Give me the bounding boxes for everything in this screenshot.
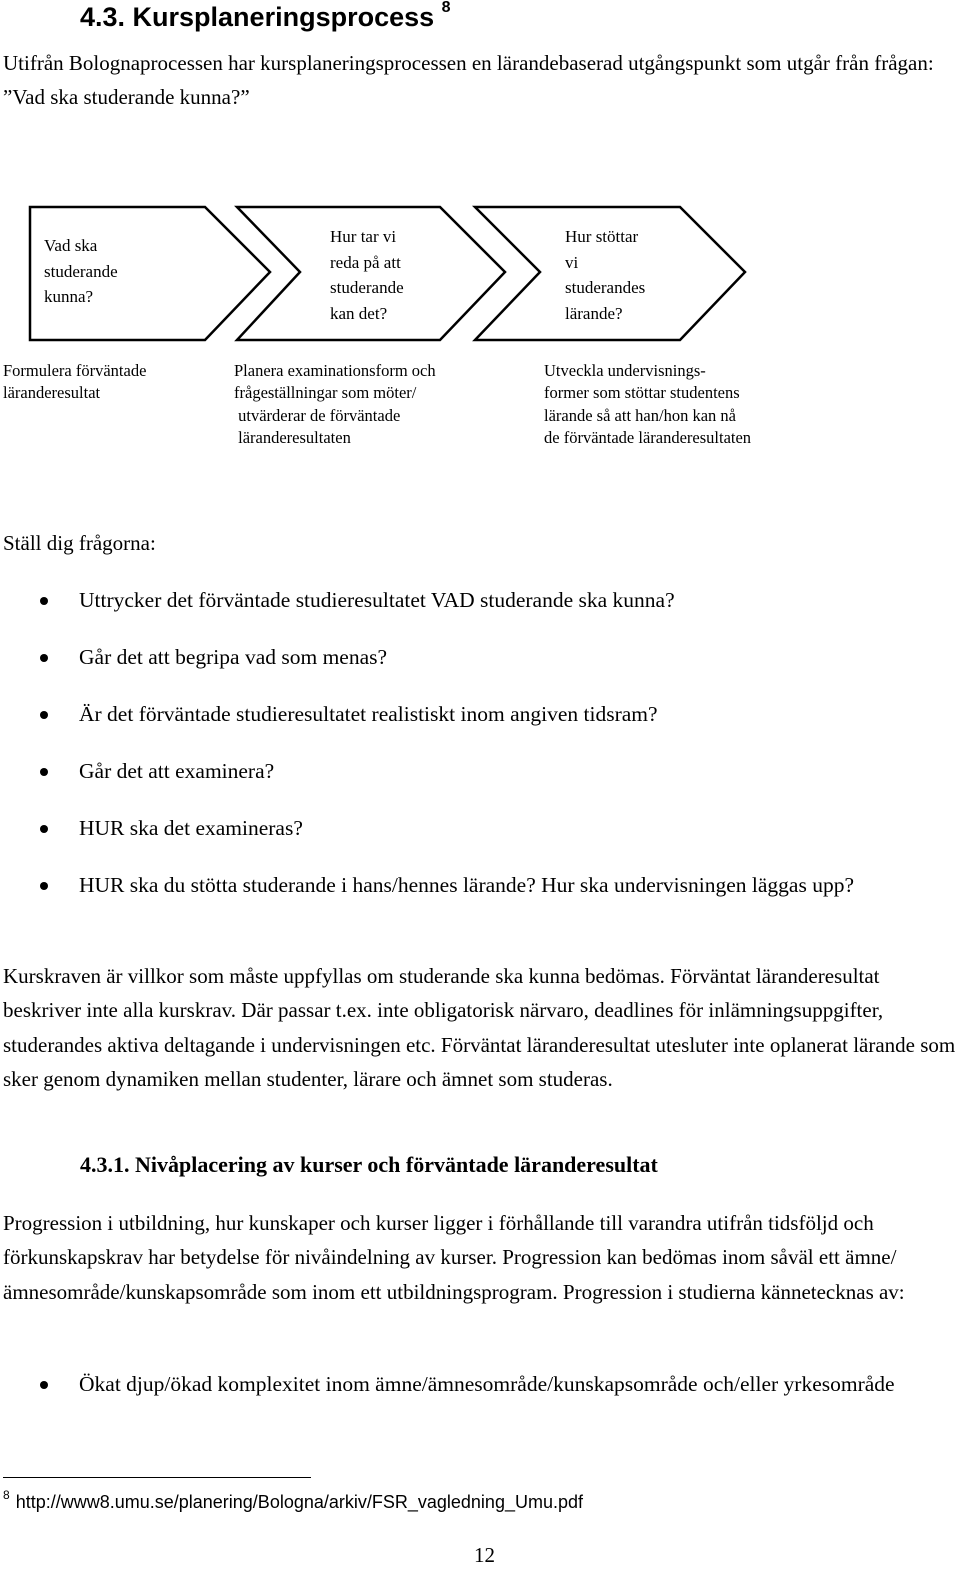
footnote-number: 8 (3, 1488, 10, 1502)
step-2-description-line: frågeställningar som möter/ (234, 383, 417, 403)
list-item (0, 754, 958, 789)
step-1-description-line: Formulera förväntade (3, 361, 147, 380)
step-3-description-line: lärande så att han/hon kan nå (544, 405, 736, 425)
step-2-question-line: kan det? (330, 303, 388, 323)
list-item-text: Går det att examinera? (79, 759, 275, 783)
list-item (0, 1367, 939, 1402)
step-2-description-line: Planera examinationsform och (234, 361, 436, 380)
bullet-icon (40, 1381, 48, 1389)
step-3-question-line: vi (565, 252, 579, 272)
bullet-icon (40, 711, 48, 719)
footnote (3, 1490, 583, 1513)
footnote-reference: 8 (441, 0, 451, 16)
intro-paragraph: Utifrån Bolognaprocessen har kursplaneringsprocessen en lärandebaserad utgångspunkt som utgår från frågan: ”Vad ska studerande kunna?” (3, 51, 934, 110)
step-3-question (565, 224, 645, 326)
list-item-text: Går det att begripa vad som menas? (79, 645, 388, 669)
list-item-text: Uttrycker det förväntade studieresultatet VAD studerande ska kunna? (79, 588, 675, 612)
process-arrows (0, 200, 960, 350)
list-item-text: Är det förväntade studieresultatet realistiskt inom angiven tidsram? (79, 702, 658, 726)
step-1-question-line: studerande (44, 261, 118, 281)
progression-list (0, 1367, 958, 1402)
page-number: 12 (474, 1543, 495, 1567)
step-2-question-line: studerande (330, 278, 404, 297)
step-3-question-line: Hur stöttar (565, 227, 639, 246)
step-1-question-line: Vad ska (44, 236, 98, 255)
bullet-icon (40, 597, 48, 605)
step-3-description-line: Utveckla undervisnings- (544, 361, 706, 380)
bullet-icon (40, 654, 48, 662)
list-item-text: Ökat djup/ökad komplexitet inom ämne/ämnesområde/kunskapsområde och/eller yrkesområde (79, 1372, 895, 1396)
progression-paragraph: Progression i utbildning, hur kunskaper och kurser ligger i förhållande till varandra utifrån tidsföljd och förkunskapskrav har betydelse för nivåindelning av kurser. Progression kan bedömas inom såväl ett ämne/ämnesområde/kunskapsområde som inom ett utbildningsprogram. Progression i studierna kännetecknas av: (3, 1211, 905, 1304)
step-3-description-line: former som stöttar studentens (544, 383, 740, 403)
step-2-question-line: Hur tar vi (330, 227, 397, 246)
footnote-separator (3, 1477, 311, 1478)
step-2-question-line: reda på att (330, 252, 401, 272)
section-heading-text: 4.3. Kursplaneringsprocess (80, 2, 435, 32)
bullet-icon (40, 768, 48, 776)
list-item (0, 868, 959, 903)
step-2-description-line: läranderesultaten (234, 427, 351, 447)
list-item-text: HUR ska det examineras? (79, 816, 303, 840)
step-2-description (234, 360, 436, 449)
step-1-description-line: läranderesultat (3, 383, 101, 403)
step-2-question (330, 224, 404, 326)
step-3-description-line: de förväntade läranderesultaten (544, 427, 752, 447)
section-heading (80, 2, 451, 33)
list-item (0, 583, 958, 618)
list-item (0, 811, 958, 846)
subsection-heading: 4.3.1. Nivåplacering av kurser och förväntade läranderesultat (80, 1152, 658, 1177)
step-1-question (44, 233, 118, 310)
step-3-question-line: studerandes (565, 278, 646, 297)
step-1-description (3, 360, 146, 405)
questions-intro: Ställ dig frågorna: (3, 531, 156, 555)
footnote-text: http://www8.umu.se/planering/Bologna/arkiv/FSR_vagledning_Umu.pdf (15, 1492, 583, 1512)
step-2-description-line: utvärderar de förväntade (234, 405, 401, 425)
bullet-icon (40, 825, 48, 833)
step-3-description (544, 360, 751, 449)
list-item (0, 640, 958, 675)
list-item-text: HUR ska du stötta studerande i hans/hennes lärande? Hur ska undervisningen läggas upp? (79, 873, 854, 897)
step-3-question-line: lärande? (565, 303, 623, 323)
list-item (0, 697, 958, 732)
step-1-question-line: kunna? (44, 287, 94, 306)
questions-list (0, 583, 958, 903)
bullet-icon (40, 882, 48, 890)
course-requirements-paragraph: Kurskraven är villkor som måste uppfyllas om studerande ska kunna bedömas. Förväntat läranderesultat beskriver inte alla kurskrav. Där passar t.ex. inte obligatorisk närvaro, deadlines för inlämningsuppgifter, studerandes aktiva deltagande i undervisningen etc. Förväntat läranderesultat utesluter inte oplanerat lärande som sker genom dynamiken mellan studenter, lärare och ämnet som studeras. (3, 964, 956, 1092)
